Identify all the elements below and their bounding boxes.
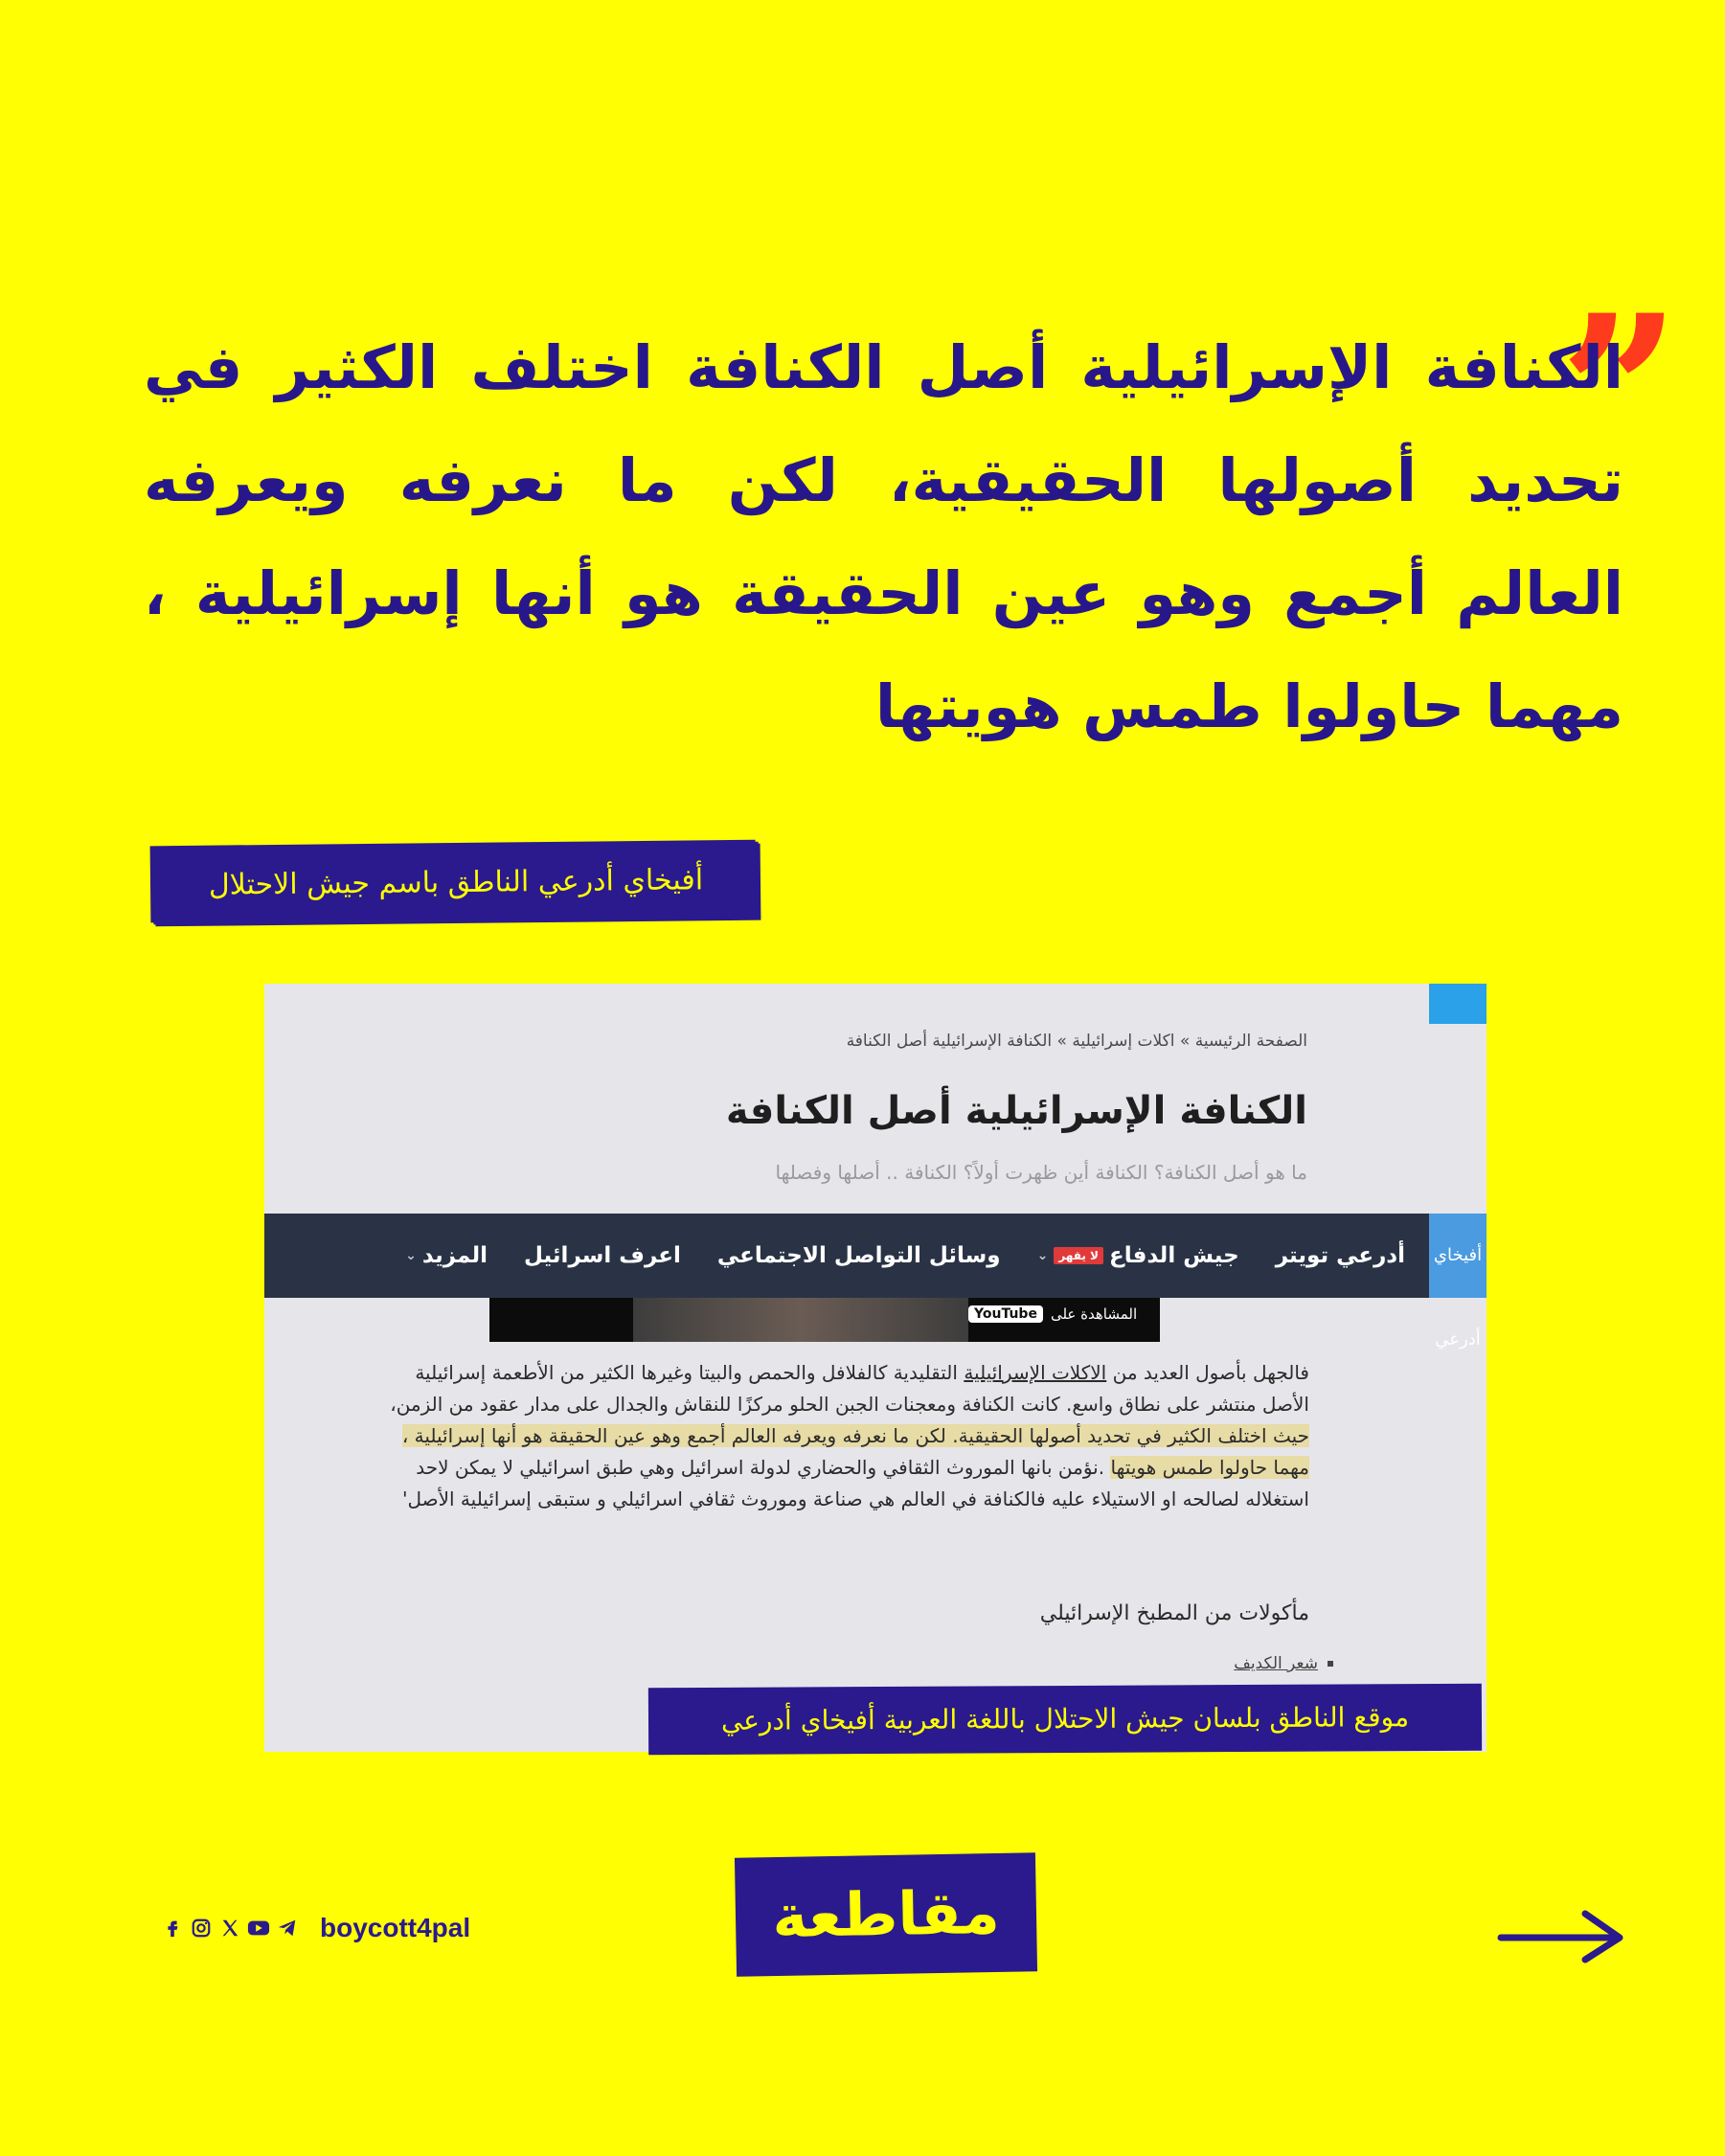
nav-item-more-label: المزيد (421, 1243, 488, 1268)
instagram-icon (190, 1917, 213, 1940)
headline-rest: اختلف الكثير في تحديد أصولها الحقيقية، لكن ما نعرفه ويعرفه العالم أجمع وهو عين الحقيقة هو أنها إسرائيلية ، مهما حاولوا طمس هويتها (144, 332, 1623, 741)
caption-top: أفيخاي أدرعي الناطق باسم جيش الاحتلال (153, 842, 760, 925)
nav-item-army-label: جيش الدفاع (1108, 1243, 1239, 1268)
nav-items (405, 1214, 1405, 1298)
nav-item-know-israel: اعرف اسرائيل (524, 1243, 681, 1268)
headline-lead: الكنافة الإسرائيلية أصل الكنافة (686, 332, 1623, 402)
body-text-a: فالجهل بأصول العديد من (1106, 1361, 1309, 1384)
youtube-watch (968, 1305, 1137, 1323)
body-text-c: .نؤمن بانها الموروث الثقافي والحضاري لدولة اسرائيل وهي طبق اسرائيلي لا يمكن لاحد استغلاله لصالحه او الاستيلاء عليه فالكنافة في العالم هي صناعة وموروث ثقافي اسرائيلي و ستبقى إسرائيلية الأصل' (401, 1456, 1309, 1510)
breadcrumb: الصفحة الرئيسية » اكلات إسرائيلية » الكنافة الإسرائيلية أصل الكنافة (846, 1032, 1307, 1051)
nav-item-twitter: أدرعي تويتر (1275, 1243, 1405, 1268)
article-body (390, 1357, 1309, 1515)
website-screenshot (264, 984, 1487, 1752)
facebook-icon (161, 1917, 184, 1940)
social-links (161, 1909, 470, 1947)
body-text-b: التقليدية كالفلافل والحمص والبيتا وغيرها الكثير من الأطعمة إسرائيلية الأصل منتشر على نطاق واسع. كانت الكنافة ومعجنات الجبن الحلو مركزًا للنقاش والجدال على مدار عقود من الزمن، (390, 1361, 1309, 1416)
headline (144, 311, 1623, 763)
body-highlight: حيث اختلف الكثير في تحديد أصولها الحقيقية. لكن ما نعرفه ويعرفه العالم أجمع وهو عين الحقيقة هو أنها إسرائيلية ، مهما حاولوا طمس هويتها (401, 1424, 1309, 1479)
x-icon (218, 1917, 241, 1940)
chevron-down-icon: ⌄ (405, 1248, 417, 1263)
article-subtitle: ما هو أصل الكنافة؟ الكنافة أين ظهرت أولاً؟ الكنافة .. أصلها وفصلها (775, 1161, 1307, 1184)
social-handle: boycott4pal (320, 1913, 471, 1942)
video-embed (489, 1298, 1160, 1342)
article-title: الكنافة الإسرائيلية أصل الكنافة (725, 1089, 1307, 1133)
article-paragraph (390, 1357, 1309, 1515)
telegram-icon (276, 1917, 299, 1940)
nav-badge: لا يقهر (1054, 1247, 1103, 1264)
quote-mark-icon: ” (1559, 268, 1681, 516)
nav-item-social: وسائل التواصل الاجتماعي (716, 1243, 1001, 1268)
nav-item-more (405, 1243, 488, 1268)
watch-on-label: المشاهدة على (1050, 1305, 1138, 1323)
site-logo: أفيخاي أدرعي (1429, 1214, 1487, 1298)
body-link: الاكلات الإسرائيلية (964, 1361, 1107, 1384)
list-item-text: شعر الكديف (1234, 1654, 1318, 1673)
youtube-icon: YouTube (968, 1305, 1043, 1323)
chevron-down-icon: ⌄ (1036, 1248, 1049, 1263)
nav-item-army (1037, 1243, 1239, 1268)
brand-logo: مقاطعة (735, 1852, 1037, 1976)
video-thumbnail (633, 1298, 968, 1342)
list-item (1234, 1654, 1333, 1673)
bullet-icon (1328, 1661, 1333, 1667)
youtube-icon (247, 1917, 270, 1940)
caption-bottom: موقع الناطق بلسان جيش الاحتلال باللغة العربية أفيخاي أدرعي (648, 1684, 1482, 1756)
screenshot-corner (1429, 984, 1487, 1024)
article-subhead: مأكولات من المطبخ الإسرائيلي (1039, 1601, 1309, 1625)
arrow-right-icon (1497, 1908, 1625, 1965)
